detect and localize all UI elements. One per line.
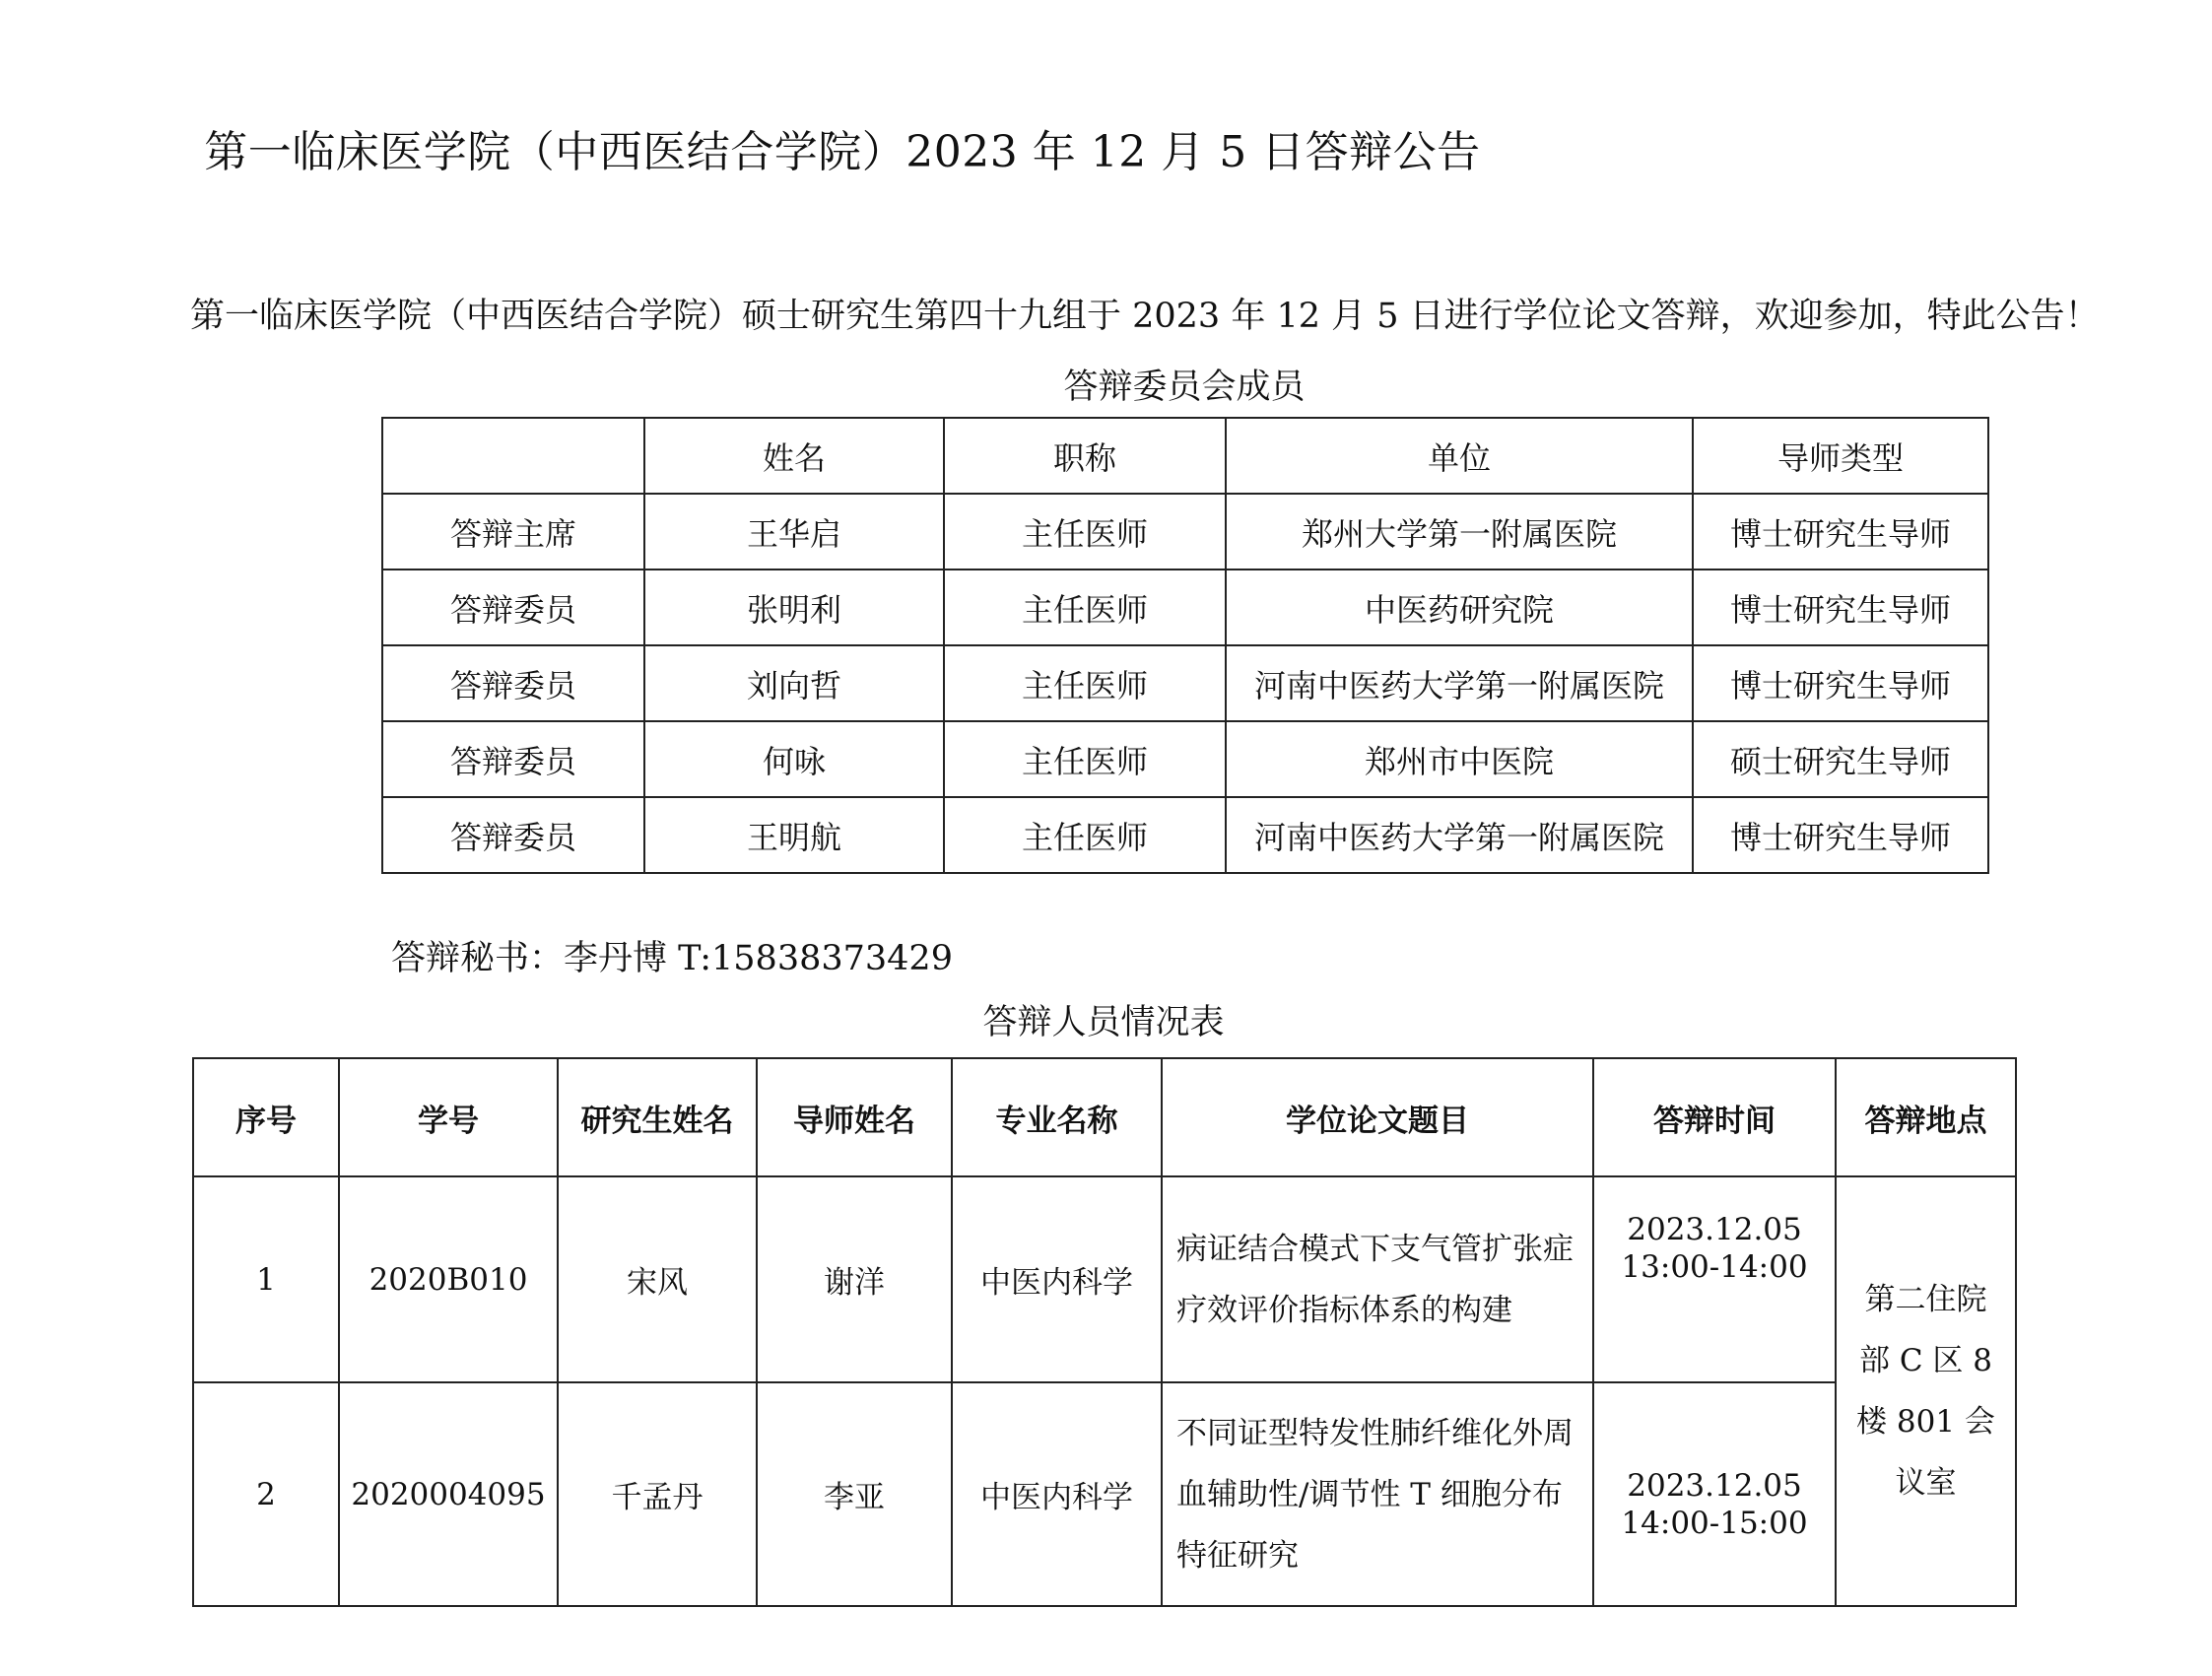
committee-name: 张明利 [644,570,944,645]
candidate-thesis: 不同证型特发性肺纤维化外周血辅助性/调节性 T 细胞分布特征研究 [1162,1382,1593,1606]
committee-title: 主任医师 [944,797,1226,873]
announcement-intro: 第一临床医学院（中西医结合学院）硕士研究生第四十九组于 2023 年 12 月 5 日进行学位论文答辩，欢迎参加，特此公告！ [190,297,2100,336]
committee-row [382,645,1988,721]
header-no: 序号 [193,1058,339,1176]
committee-title: 主任医师 [944,645,1226,721]
announcement-title: 第一临床医学院（中西医结合学院）2023 年 12 月 5 日答辩公告 [204,127,1481,177]
header-major: 专业名称 [952,1058,1162,1176]
defense-secretary: 答辩秘书：李丹博 T:15838373429 [391,939,953,978]
committee-advisor-type: 博士研究生导师 [1693,494,1988,570]
committee-name: 刘向哲 [644,645,944,721]
header-student-id: 学号 [339,1058,558,1176]
candidates-table [192,1057,2017,1607]
committee-header-role [382,418,644,494]
candidate-advisor: 李亚 [757,1382,952,1606]
committee-row [382,721,1988,797]
candidate-advisor: 谢洋 [757,1176,952,1382]
header-student-name: 研究生姓名 [558,1058,757,1176]
defense-date: 2023.12.05 [1627,1467,1802,1504]
candidate-row [193,1382,2016,1606]
defense-venue: 第二住院部 C 区 8 楼 801 会议室 [1836,1176,2016,1606]
defense-hours: 13:00-14:00 [1621,1249,1808,1285]
committee-advisor-type: 硕士研究生导师 [1693,721,1988,797]
candidate-name: 宋风 [558,1176,757,1382]
candidate-major: 中医内科学 [952,1382,1162,1606]
committee-name: 王明航 [644,797,944,873]
committee-role: 答辩主席 [382,494,644,570]
committee-row [382,797,1988,873]
header-venue: 答辩地点 [1836,1058,2016,1176]
committee-title: 主任医师 [944,570,1226,645]
candidate-major: 中医内科学 [952,1176,1162,1382]
candidates-header-row [193,1058,2016,1176]
committee-row [382,570,1988,645]
committee-header-unit: 单位 [1226,418,1693,494]
candidate-defense-time [1593,1176,1836,1382]
committee-name: 何咏 [644,721,944,797]
committee-role: 答辩委员 [382,721,644,797]
candidates-caption: 答辩人员情况表 [982,1003,1225,1042]
candidate-row [193,1176,2016,1382]
header-thesis: 学位论文题目 [1162,1058,1593,1176]
committee-name: 王华启 [644,494,944,570]
committee-header-name: 姓名 [644,418,944,494]
committee-caption: 答辩委员会成员 [1063,368,1306,407]
committee-role: 答辩委员 [382,570,644,645]
candidate-defense-time [1593,1382,1836,1606]
committee-table [381,417,1989,874]
committee-title: 主任医师 [944,494,1226,570]
committee-row [382,494,1988,570]
candidate-thesis: 病证结合模式下支气管扩张症疗效评价指标体系的构建 [1162,1176,1593,1382]
committee-header-title: 职称 [944,418,1226,494]
committee-role: 答辩委员 [382,797,644,873]
committee-advisor-type: 博士研究生导师 [1693,645,1988,721]
defense-hours: 14:00-15:00 [1621,1505,1808,1541]
header-time: 答辩时间 [1593,1058,1836,1176]
committee-unit: 河南中医药大学第一附属医院 [1226,645,1693,721]
committee-header-advisor-type: 导师类型 [1693,418,1988,494]
committee-unit: 中医药研究院 [1226,570,1693,645]
defense-date: 2023.12.05 [1627,1212,1802,1247]
candidate-student-id: 2020B010 [339,1176,558,1382]
committee-unit: 郑州市中医院 [1226,721,1693,797]
candidate-name: 千孟丹 [558,1382,757,1606]
committee-advisor-type: 博士研究生导师 [1693,797,1988,873]
committee-unit: 河南中医药大学第一附属医院 [1226,797,1693,873]
committee-title: 主任医师 [944,721,1226,797]
committee-role: 答辩委员 [382,645,644,721]
candidate-student-id: 2020004095 [339,1382,558,1606]
candidate-no: 2 [193,1382,339,1606]
header-advisor: 导师姓名 [757,1058,952,1176]
committee-header-row [382,418,1988,494]
committee-advisor-type: 博士研究生导师 [1693,570,1988,645]
candidate-no: 1 [193,1176,339,1382]
committee-unit: 郑州大学第一附属医院 [1226,494,1693,570]
